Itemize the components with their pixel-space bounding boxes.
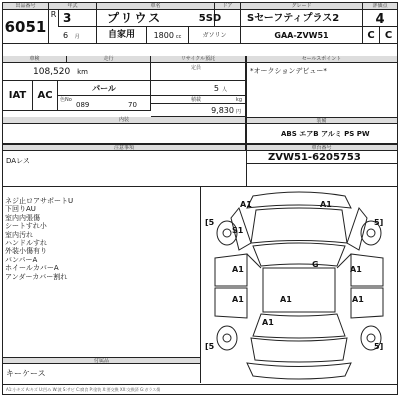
footer-legend: A1:小キズ A:キズ U:凹み W:波 S:サビ C:腐食 P:塗装 X:要交換 XX:交換済 G:ガラス傷 [3,384,397,394]
mark-rear-a1: A1 [262,318,274,327]
capacity-label: 定員 [191,65,202,71]
usage-value: 自家用 [97,27,147,44]
lot-number: 6051 [3,10,49,44]
capacity-unit: 人 [221,87,227,93]
color-no-label: 色No [60,97,72,103]
make-label: 車名 [97,3,215,10]
car-name: プリウス [97,10,215,27]
load-unit: kg [235,97,242,103]
displacement-value: 1800 [153,31,174,40]
mileage-row [3,63,151,81]
mileage-value: 108,520 [33,67,71,77]
mark-s1: S1 [232,226,244,235]
roof-shape [263,268,335,312]
mark-rear-right: 5] [374,342,384,351]
points-divider [246,56,247,144]
recycle-box [151,104,246,117]
color-value: パール [58,81,151,96]
sub-score-1: C [363,27,380,44]
accessories-label: 付属品 [3,357,200,364]
remarks-divider [246,144,247,186]
fender-right [347,208,367,250]
chassis-underline [246,163,397,164]
year-prefix: R [49,10,59,27]
points-label: セールスポイント [246,56,397,63]
note-item: 下回りAU [5,205,36,214]
recycle-label: リサイクル預託 [151,56,246,63]
mileage-label: 走行 [67,56,151,63]
sub-score-2: C [380,27,397,44]
remarks-label: 注意事項 [3,144,246,151]
load-label: 積載 [191,97,202,103]
score-label: 評価点 [363,3,397,10]
rear-bumper-shape [247,363,351,379]
lot-label: 出品番号 [3,3,49,10]
mark-rear-left: [5 [205,342,215,351]
hub-rear-right [367,334,375,342]
note-item: ネジ止ロアサポートU [5,197,74,205]
note-item: 室内内張傷 [5,213,40,222]
yen-unit: 円 [235,109,241,115]
capacity-value: 5 [213,84,219,93]
mark-door-a1: A1 [232,295,244,304]
mark-quarter-a1: A1 [352,295,364,304]
shaken-label: 車検 [3,56,67,63]
hood-shape [251,208,347,243]
mileage-unit: km [77,68,88,76]
grade-label: グレード [241,3,363,10]
hub-rear-left [223,334,231,342]
month-number: 6 [63,31,69,40]
equipment-label: 装備 [246,117,397,124]
mark-front-right: 5] [374,218,384,227]
inspector-notes [5,197,185,281]
model-code: GAA-ZVW51 [241,27,363,44]
chassis-label: 車台番号 [246,144,397,151]
mark-side-left: A1 [232,265,244,274]
hub-front-left [223,229,231,237]
fuel-value: ガソリン [189,27,241,44]
month-value [49,27,97,44]
note-item: 室内汚れ [5,230,33,239]
color-code: 089 [76,101,90,109]
month-unit: 月 [74,34,80,40]
year-label: 年式 [49,3,97,10]
note-item: 外装小傷有り [5,247,47,256]
mark-hood-a1: A1 [240,200,252,209]
mark-hood-a1-right: A1 [320,200,332,209]
note-item: ハンドルすれ [5,239,47,248]
note-item: アンダーカバー割れ [5,272,68,281]
capacity-row [151,63,246,81]
load-box [151,96,246,104]
chassis-value: ZVW51-6205753 [268,152,361,163]
sales-point: *オークションデビュー* [250,67,327,75]
displacement-unit: cc [175,34,182,40]
mark-side-right: A1 [350,265,362,274]
trunk-shape [251,338,347,362]
mark-front-left: [5 [205,218,215,227]
front-bumper-shape [247,192,351,208]
mark-door-g: G [312,260,319,269]
color-no-row [58,96,151,111]
equipment-value: ABS エアB アルミ PS PW [246,124,397,144]
aircon-value: AC [33,81,58,111]
note-item: シートすれ小 [5,222,47,231]
displacement-box [147,27,189,44]
remarks-value: DAレス [6,157,30,165]
grade-value: Sセーフティプラス2 [241,10,363,27]
interior-label: 内装 [3,117,246,124]
transmission-value: IAT [3,81,33,111]
hub-front-right [367,229,375,237]
capacity-box [151,81,246,96]
recycle-value: 9,830 [211,106,234,115]
wheel-rear-left [217,326,237,350]
year-number: 3 [59,10,97,27]
car-diagram [201,188,397,383]
doors-label: ドア [215,3,241,10]
windshield-shape [253,243,345,266]
mark-door-a2: A1 [280,295,292,304]
accessories-value: キーケース [6,369,46,378]
note-item: ホイールカバーA [5,264,59,273]
interior-area [3,124,246,144]
note-item: バンパーA [5,255,38,264]
doors-value: 5SD [180,10,241,27]
score-value: 4 [363,10,397,27]
color-trim: 70 [128,101,137,109]
